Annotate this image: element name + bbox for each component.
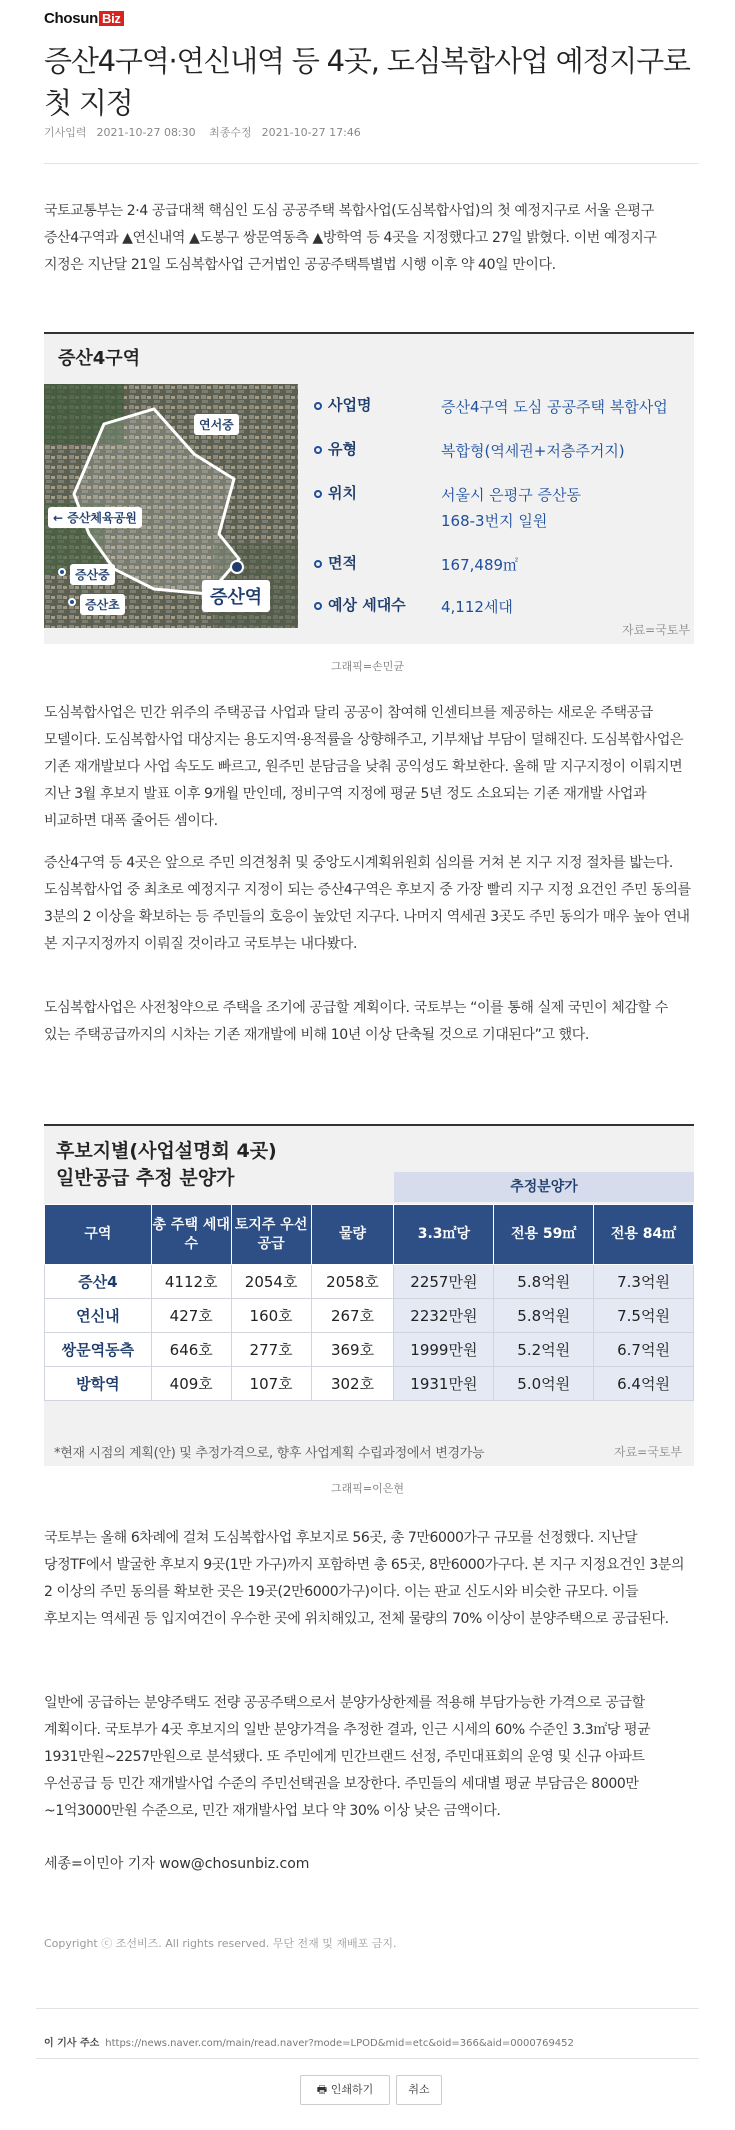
paragraph-1: 국토교통부는 2·4 공급대책 핵심인 도심 공공주택 복합사업(도심복합사업)의 첫 예정지구로 서울 은평구 증산4구역과 ▲연신내역 ▲도봉구 쌍문역동측 ▲방학역 등 4곳을 지정했다고 27일 밝혔다. 이번 예정지구 지정은 지난달 21일 도심복합사업 근거법인 공공주택특별법 시행 이후 약 40일 만이다. [44,203,657,273]
article-title: 증산4구역·연신내역 등 4곳, 도심복합사업 예정지구로 첫 지정 [44,44,690,120]
info-row-location [314,482,581,530]
url-link[interactable]: https://news.naver.com/main/read.naver?mode=LPOD&mid=etc&oid=366&aid=0000769452 [105,2038,574,2049]
bullet-icon [314,446,322,454]
info-row-name [314,394,668,416]
col-header: 총 주택 세대수 [151,1205,231,1265]
info-key: 사업명 [328,396,372,414]
table-cell: 267호 [311,1299,394,1333]
col-header: 전용 84㎡ [594,1205,694,1265]
table-cell: 160호 [231,1299,311,1333]
table-cell: 증산4 [45,1265,152,1299]
info-value: 복합형(역세권+저층주거지) [441,442,625,460]
divider [36,2058,699,2059]
table-cell: 6.7억원 [594,1333,694,1367]
print-icon: 🖶 [316,2083,331,2096]
graphic-title-line2: 일반공급 추정 분양가 [56,1167,235,1189]
info-value: 4,112세대 [441,598,513,616]
info-row-type [314,438,625,460]
paragraph-2: 도심복합사업은 민간 위주의 주택공급 사업과 달리 공공이 참여해 인센티브를 제공하는 새로운 주택공급 모델이다. 도심복합사업 대상지는 용도지역·용적률을 상향해주고, 기부채납 부담이 덜해진다. 도심복합사업은 기존 재개발보다 사업 속도도 빠르고, 원주민 분담금을 낮춰 공익성도 확보한다. 올해 말 지구지정이 이뤄지면 지난 3월 후보지 발표 이후 9개월 만인데, 정비구역 지정에 평균 5년 정도 소요되는 기존 재개발 사업과 비교하면 대폭 줄어든 셈이다. [44,705,684,829]
table-row [45,1333,694,1367]
map-marker-station [230,560,244,574]
url-label: 이 기사 주소 [44,2038,100,2049]
paragraph-4: 도심복합사업은 사전청약으로 주택을 조기에 공급할 계획이다. 국토부는 “이를 통해 실제 국민이 체감할 수 있는 주택공급까지의 시차는 기존 재개발에 비해 10년 이상 단축될 것으로 기대된다”고 했다. [44,1000,668,1043]
price-table [44,1204,694,1401]
info-row-area [314,552,519,574]
map-marker-jeungsan-elem [68,598,76,606]
col-header: 구역 [45,1205,152,1265]
col-header: 전용 59㎡ [494,1205,594,1265]
table-row [45,1265,694,1299]
table-cell: 107호 [231,1367,311,1401]
table-cell: 쌍문역동측 [45,1333,152,1367]
table-cell: 연신내 [45,1299,152,1333]
paragraph-5: 국토부는 올해 6차례에 걸쳐 도심복합사업 후보지로 56곳, 총 7만6000가구 규모를 선정했다. 지난달 당정TF에서 발굴한 후보지 9곳(1만 가구)까지 포함하면 총 65곳, 8만6000가구다. 본 지구 지정요건인 3분의 2 이상의 주민 동의를 확보한 곳은 19곳(2만6000가구)이다. 이는 판교 신도시와 비슷한 규모다. 이들 후보지는 역세권 등 입지여건이 우수한 곳에 위치해있고, 전체 물량의 70% 이상이 분양주택으로 공급된다. [44,1530,685,1627]
table-cell: 1931만원 [394,1367,494,1401]
graphic-source: 자료=국토부 [613,1445,682,1459]
logo-biz: Biz [99,11,124,26]
info-value-2: 168-3번지 일원 [441,512,548,530]
graphic-caption: 그래픽=손민균 [331,660,404,673]
cancel-button[interactable] [396,2075,442,2105]
map-label-park: ← 증산체육공원 [48,507,142,528]
col-header: 물량 [311,1205,394,1265]
price-estimate-graphic [44,1124,694,1466]
map-label-station: 증산역 [202,580,270,612]
estimate-header: 추정분양가 [394,1172,694,1202]
paragraph-6: 일반에 공급하는 분양주택도 전량 공공주택으로서 분양가상한제를 적용해 부담가능한 가격으로 공급할 계획이다. 국토부가 4곳 후보지의 일반 분양가격을 추정한 결과, 인근 시세의 60% 수준인 3.3㎡당 평균 1931만원~2257만원으로 분석됐다. 또 주민에게 민간브랜드 선정, 주민대표회의 운영 및 신규 아파트 우선공급 등 민간 재개발사업 수준의 주민선택권을 보장한다. 주민들의 세대별 평균 부담금은 8000만~1억3000만원 수준으로, 민간 재개발사업 보다 약 30% 이상 낮은 금액이다. [44,1695,651,1819]
table-cell: 1999만원 [394,1333,494,1367]
graphic-title: 증산4구역 [58,348,141,369]
graphic-title-line1: 후보지별(사업설명회 4곳) [56,1140,277,1162]
table-cell: 2257만원 [394,1265,494,1299]
article-meta [44,124,371,140]
aerial-map [44,384,298,628]
update-label: 최종수정 [209,126,252,139]
table-cell: 2232만원 [394,1299,494,1333]
table-cell: 5.2억원 [494,1333,594,1367]
table-cell: 6.4억원 [594,1367,694,1401]
map-label-jeungsan-elem: 증산초 [80,594,125,615]
table-row [45,1367,694,1401]
byline: 세종=이민아 기자 wow@chosunbiz.com [44,1856,310,1872]
table-cell: 302호 [311,1367,394,1401]
table-cell: 7.5억원 [594,1299,694,1333]
map-marker-jeungsan-mid [58,568,66,576]
info-key: 위치 [328,484,357,502]
info-value: 증산4구역 도심 공공주택 복합사업 [441,398,668,416]
table-cell: 409호 [151,1367,231,1401]
print-label: 인쇄하기 [330,2083,374,2096]
bullet-icon [314,560,322,568]
input-label: 기사입력 [44,126,87,139]
update-time: 2021-10-27 17:46 [261,126,361,139]
table-cell: 646호 [151,1333,231,1367]
table-cell: 5.8억원 [494,1265,594,1299]
table-cell: 7.3억원 [594,1265,694,1299]
info-key: 예상 세대수 [328,596,406,614]
table-cell: 427호 [151,1299,231,1333]
graphic-source: 자료=국토부 [621,623,690,637]
table-header-row [45,1205,694,1265]
info-key: 유형 [328,440,357,458]
col-header: 3.3㎡당 [394,1205,494,1265]
bullet-icon [314,402,322,410]
info-key: 면적 [328,554,357,572]
logo-text: Chosun [44,10,99,27]
divider [36,2008,699,2009]
print-button[interactable] [300,2075,390,2105]
table-cell: 2054호 [231,1265,311,1299]
table-cell: 방학역 [45,1367,152,1401]
col-header: 토지주 우선공급 [231,1205,311,1265]
article-url [44,2034,574,2049]
bullet-icon [314,490,322,498]
cancel-label: 취소 [408,2083,430,2096]
table-cell: 5.0억원 [494,1367,594,1401]
input-time: 2021-10-27 08:30 [96,126,196,139]
table-cell: 2058호 [311,1265,394,1299]
table-cell: 277호 [231,1333,311,1367]
table-cell: 5.8억원 [494,1299,594,1333]
graphic-title [56,1138,277,1192]
table-cell: 369호 [311,1333,394,1367]
paragraph-3: 증산4구역 등 4곳은 앞으로 주민 의견청취 및 중앙도시계획위원회 심의를 거쳐 본 지구 지정 절차를 밟는다. 도심복합사업 중 최초로 예정지구 지정이 되는 증산4구역은 후보지 중 가장 빨리 지구 지정 요건인 주민 동의를 3분의 2 이상을 확보하는 등 주민들의 호응이 높았던 지구다. 나머지 역세권 3곳도 주민 동의가 매우 높아 연내 본 지구지정까지 이뤄질 것이라고 국토부는 내다봤다. [44,855,691,952]
info-value: 서울시 은평구 증산동 [441,486,581,504]
map-label-jeungsan-mid: 증산중 [70,564,115,585]
copyright: Copyright ⓒ 조선비즈. All rights reserved. 무단 전재 및 재배포 금지. [44,1937,397,1950]
graphic-caption: 그래픽=이은현 [331,1482,404,1495]
bullet-icon [314,602,322,610]
zone-info-graphic [44,332,694,644]
table-cell: 4112호 [151,1265,231,1299]
site-logo[interactable] [44,10,124,27]
map-label-yeonseo: 연서중 [194,414,239,435]
table-note: *현재 시점의 계획(안) 및 추정가격으로, 향후 사업계획 수립과정에서 변경가능 [54,1446,485,1461]
table-row [45,1299,694,1333]
info-value: 167,489㎡ [441,556,519,574]
info-row-households [314,594,513,616]
divider [44,163,699,164]
